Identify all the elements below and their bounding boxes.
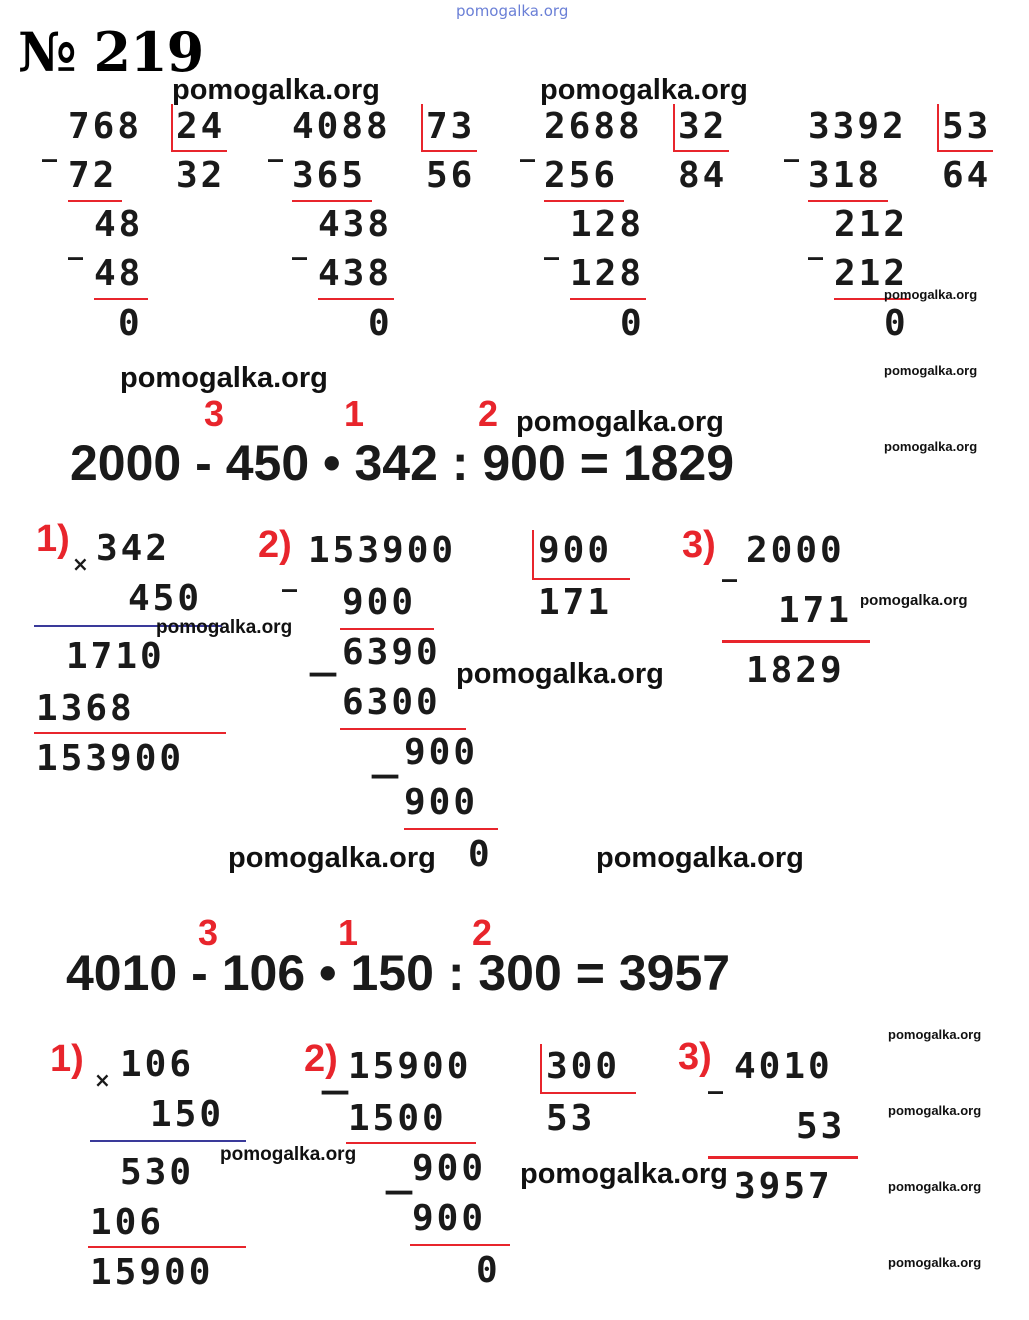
operand: 450 [225,435,310,491]
subtrahend: 212 [834,253,909,294]
quotient: 84 [678,155,728,196]
quotient: 56 [426,155,476,196]
rule [708,1156,858,1159]
final-remainder: 0 [620,303,645,344]
dividend: 2688 [544,106,643,147]
operation-order: 2 [478,393,499,434]
divisor-rule [421,150,477,152]
divisor: 300 [546,1046,621,1087]
minus-sign: _ [722,548,737,583]
watermark: pomogalka.org [888,1179,982,1194]
subtrahend: 48 [94,253,144,294]
rule [346,1142,476,1144]
product: 153900 [36,738,185,779]
rule [570,298,646,300]
rule [88,1246,246,1248]
watermark: pomogalka.org [888,1103,982,1118]
page-title: № 219 [18,20,204,84]
watermark: pomogalka.org [884,439,978,454]
watermark: pomogalka.org [520,1158,728,1190]
watermark: pomogalka.org [888,1255,982,1270]
minus-sign: _ [544,226,559,261]
dividend: 768 [68,106,143,147]
operator: - [195,435,212,491]
divisor: 73 [426,106,476,147]
divisor-rule [171,150,227,152]
minus-sign: _ [42,128,57,163]
operation-order: 3 [204,393,225,434]
minus-sign: _ [282,558,297,593]
division-bar [540,1044,542,1092]
final-remainder: 0 [476,1250,501,1291]
expression-line [66,944,730,1002]
rule [94,298,148,300]
operand: 106 [221,945,306,1001]
watermark: pomogalka.org [120,362,328,394]
result: 3957 [618,945,731,1001]
divisor: 53 [942,106,992,147]
subtrahend: 171 [778,590,853,631]
division-bar [937,104,939,150]
minus-sign: _ [268,128,283,163]
division-bar [673,104,675,150]
partial-product: 106 [90,1202,165,1243]
watermark: pomogalka.org [596,842,804,874]
factor-a: 106 [120,1044,195,1085]
rule [34,732,226,734]
divisor-rule [673,150,729,152]
minuend: 2000 [746,530,845,571]
operator: : [447,945,465,1001]
minus-sign: — [320,1074,350,1109]
divisor-rule [540,1092,636,1094]
rule [292,200,372,202]
watermark: pomogalka.org [540,74,748,106]
minus-sign: — [308,656,338,691]
difference: 1829 [746,650,845,691]
step-label: 1) [36,518,70,560]
division-bar [421,104,423,150]
division-bar [171,104,173,150]
subtrahend: 900 [412,1198,487,1239]
watermark: pomogalka.org [228,842,436,874]
remainder: 48 [94,204,144,245]
remainder: 212 [834,204,909,245]
divisor-rule [937,150,993,152]
dividend: 3392 [808,106,907,147]
rule [722,640,870,643]
divisor: 24 [176,106,226,147]
subtrahend: 438 [318,253,393,294]
step-label: 3) [678,1036,712,1078]
operator: = [579,435,609,491]
operation-order: 1 [344,393,365,434]
minus-sign: _ [520,128,535,163]
division-bar [532,530,534,578]
operator: - [191,945,208,1001]
quotient: 64 [942,155,992,196]
rule [340,628,434,630]
partial-product: 530 [120,1152,195,1193]
partial-product: 1368 [36,688,135,729]
rule [544,200,624,202]
minus-sign: _ [292,226,307,261]
divisor: 32 [678,106,728,147]
operand: 4010 [66,945,178,1001]
expression-line [70,434,734,492]
operand: 900 [482,435,566,491]
rule [410,1244,510,1246]
subtrahend: 1500 [348,1098,447,1139]
operator: = [575,945,605,1001]
times-sign: × [94,1068,111,1092]
partial-product: 1710 [66,636,165,677]
final-remainder: 0 [118,303,143,344]
operation-order: 2 [472,912,493,953]
operand: 300 [478,945,562,1001]
minuend: 4010 [734,1046,833,1087]
subtrahend: 72 [68,155,118,196]
step-label: 2) [258,524,292,566]
minus-sign: — [370,758,400,793]
watermark: pomogalka.org [888,1027,982,1042]
dividend: 153900 [308,530,457,571]
subtrahend: 365 [292,155,367,196]
operation-order: 1 [338,912,359,953]
subtrahend: 256 [544,155,619,196]
minus-sign: _ [808,226,823,261]
watermark: pomogalka.org [220,1144,357,1165]
dividend: 4088 [292,106,391,147]
rule [340,728,466,730]
step-label: 3) [682,524,716,566]
watermark: pomogalka.org [860,592,968,609]
final-remainder: 0 [884,303,909,344]
quotient: 171 [538,582,613,623]
final-remainder: 0 [368,303,393,344]
watermark: pomogalka.org [884,287,978,302]
step-label: 2) [304,1038,338,1080]
operator: • [319,945,337,1001]
operand: 2000 [70,435,182,491]
rule [318,298,394,300]
factor-b: 450 [128,578,203,619]
step-label: 1) [50,1038,84,1080]
remainder: 6390 [342,632,441,673]
factor-a: 342 [96,528,171,569]
subtrahend: 53 [796,1106,846,1147]
divisor-rule [532,578,630,580]
difference: 3957 [734,1166,833,1207]
remainder: 438 [318,204,393,245]
subtrahend: 900 [342,582,417,623]
minus-sign: _ [68,226,83,261]
product: 15900 [90,1252,214,1293]
subtrahend: 900 [404,782,479,823]
minus-sign: _ [708,1060,723,1095]
minus-sign: _ [784,128,799,163]
rule [808,200,888,202]
operator: : [451,435,469,491]
watermark: pomogalka.org [456,658,664,690]
quotient: 32 [176,155,226,196]
final-remainder: 0 [468,834,493,875]
rule [90,1140,246,1142]
dividend: 15900 [348,1046,472,1087]
operator: • [323,435,341,491]
watermark: pomogalka.org [884,363,978,378]
rule [68,200,122,202]
operation-order: 3 [198,912,219,953]
result: 1829 [622,435,735,491]
operand: 150 [350,945,434,1001]
factor-b: 150 [150,1094,225,1135]
remainder: 128 [570,204,645,245]
divisor: 900 [538,530,613,571]
rule [404,828,498,830]
quotient: 53 [546,1098,596,1139]
subtrahend: 128 [570,253,645,294]
subtrahend: 6300 [342,682,441,723]
times-sign: × [72,552,89,576]
minus-sign: — [384,1174,414,1209]
watermark: pomogalka.org [156,617,293,638]
operand: 342 [354,435,438,491]
watermark: pomogalka.org [172,74,380,106]
remainder: 900 [412,1148,487,1189]
remainder: 900 [404,732,479,773]
watermark: pomogalka.org [516,406,724,438]
subtrahend: 318 [808,155,883,196]
watermark-top: pomogalka.org [456,2,569,20]
